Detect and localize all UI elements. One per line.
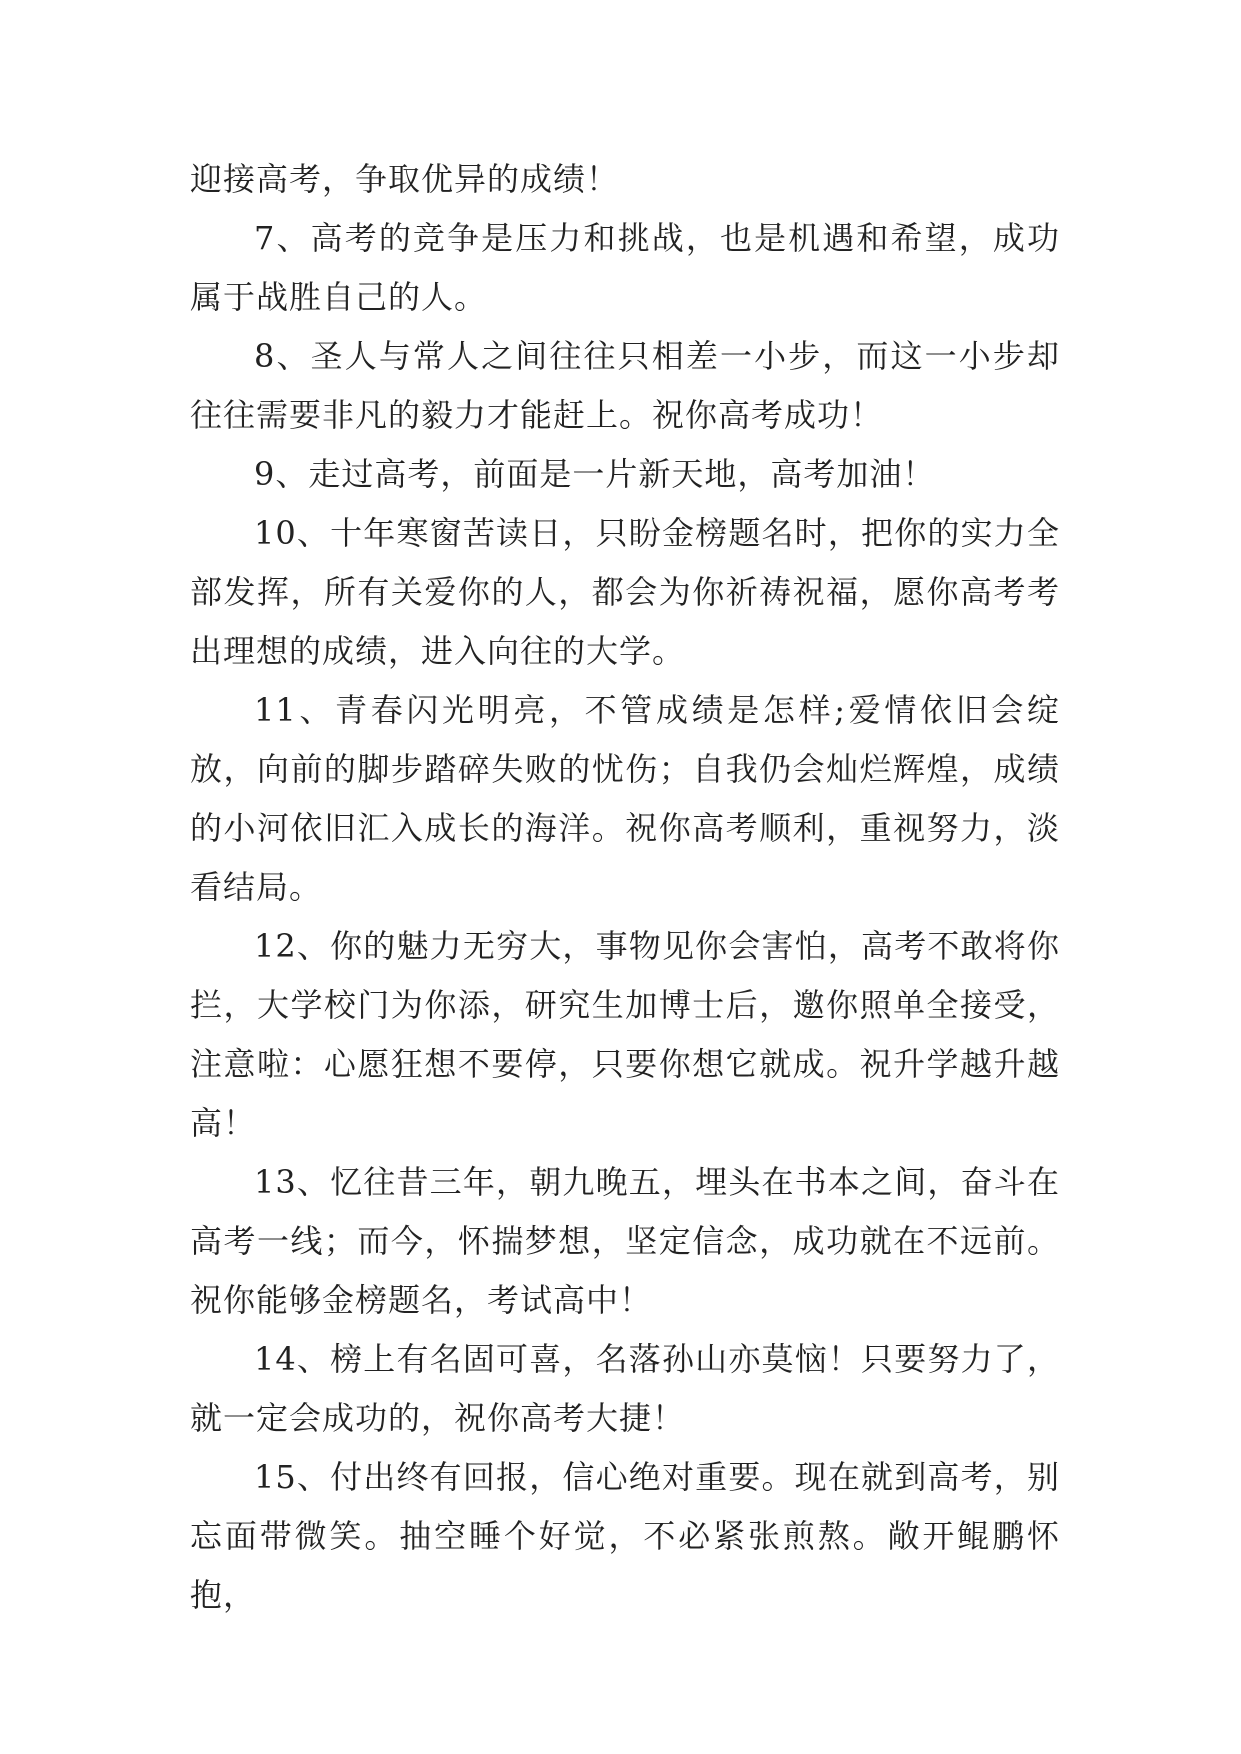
paragraph-item-7: 7、高考的竞争是压力和挑战，也是机遇和希望，成功属于战胜自己的人。 <box>190 219 1060 316</box>
paragraph-item-13: 13、忆往昔三年，朝九晚五，埋头在书本之间，奋斗在高考一线；而今，怀揣梦想，坚定信念，成功就在不远前。祝你能够金榜题名，考试高中！ <box>190 1163 1060 1319</box>
paragraph-item-12: 12、你的魅力无穷大，事物见你会害怕，高考不敢将你拦，大学校门为你添，研究生加博士后，邀你照单全接受，注意啦：心愿狂想不要停，只要你想它就成。祝升学越升越高！ <box>190 927 1060 1142</box>
paragraph-item-10: 10、十年寒窗苦读日，只盼金榜题名时，把你的实力全部发挥，所有关爱你的人，都会为你祈祷祝福，愿你高考考出理想的成绩，进入向往的大学。 <box>190 514 1060 670</box>
paragraph-continuation: 迎接高考，争取优异的成绩！ <box>190 160 620 198</box>
paragraph-item-15: 15、付出终有回报，信心绝对重要。现在就到高考，别忘面带微笑。抽空睡个好觉，不必紧张煎熬。敞开鲲鹏怀抱， <box>190 1458 1060 1614</box>
paragraph-item-9: 9、走过高考，前面是一片新天地，高考加油！ <box>254 455 936 493</box>
paragraph-item-8: 8、圣人与常人之间往往只相差一小步，而这一小步却往往需要非凡的毅力才能赶上。祝你高考成功！ <box>190 337 1060 434</box>
paragraph-item-14: 14、榜上有名固可喜，名落孙山亦莫恼！只要努力了，就一定会成功的，祝你高考大捷！ <box>190 1340 1060 1437</box>
paragraph-item-11: 11、青春闪光明亮，不管成绩是怎样;爱情依旧会绽放，向前的脚步踏碎失败的忧伤；自我仍会灿烂辉煌，成绩的小河依旧汇入成长的海洋。祝你高考顺利，重视努力，淡看结局。 <box>190 691 1060 906</box>
document-body <box>190 150 1060 1625</box>
